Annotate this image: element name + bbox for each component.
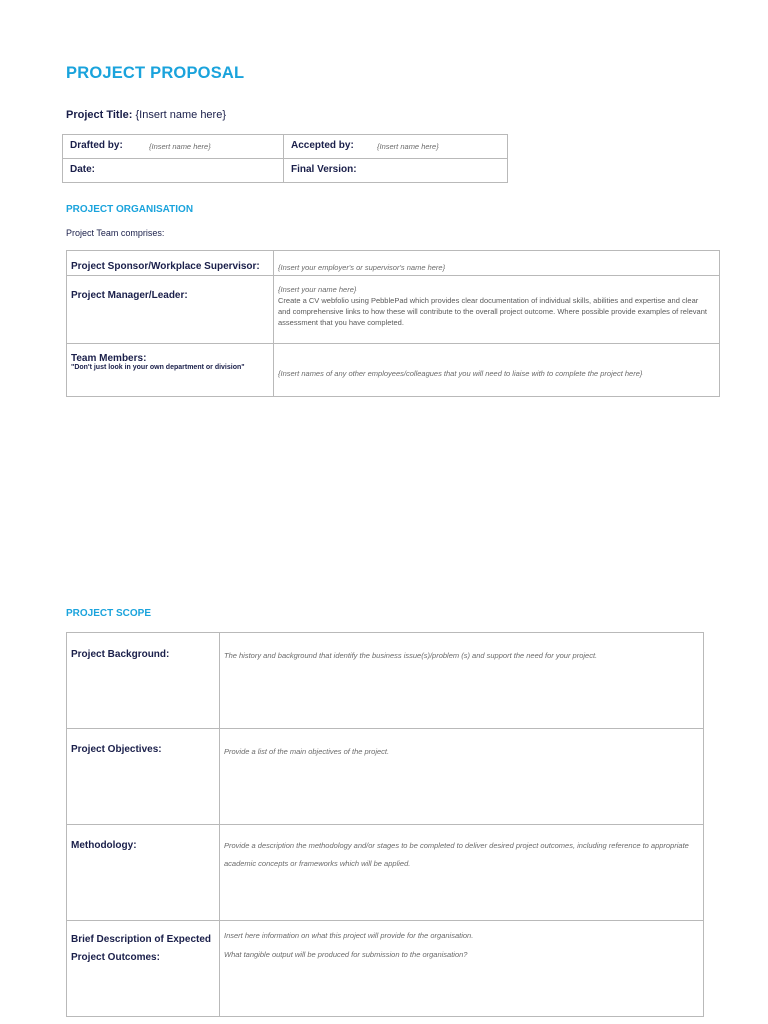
scope-label-cell <box>67 729 220 825</box>
table-row <box>67 921 704 1017</box>
sponsor-value[interactable]: {Insert your employer's or supervisor's name here} <box>278 263 446 272</box>
org-label-cell <box>67 276 274 344</box>
project-title-label: Project Title: <box>66 109 133 121</box>
header-table <box>62 134 508 183</box>
final-version-cell[interactable] <box>284 159 508 183</box>
accepted-by-cell[interactable] <box>284 135 508 159</box>
accepted-by-value[interactable]: {Insert name here} <box>377 142 439 151</box>
org-label-cell <box>67 251 274 276</box>
org-value-cell[interactable] <box>274 344 720 397</box>
document-title: PROJECT PROPOSAL <box>66 64 245 82</box>
manager-name-placeholder[interactable]: {Insert your name here} <box>278 285 357 294</box>
scope-value-cell[interactable] <box>220 921 704 1017</box>
outcomes-value-line-1[interactable]: Insert here information on what this project will provide for the organisation. <box>224 931 474 940</box>
scope-heading: PROJECT SCOPE <box>66 608 152 619</box>
organisation-heading: PROJECT ORGANISATION <box>66 204 194 215</box>
team-members-value[interactable]: {Insert names of any other employees/colleagues that you will need to liaise with to complete the project here} <box>278 369 643 378</box>
manager-label: Project Manager/Leader: <box>71 290 188 301</box>
date-label: Date: <box>70 164 96 175</box>
drafted-by-label: Drafted by: <box>70 140 123 151</box>
table-row <box>67 825 704 921</box>
scope-label-cell <box>67 921 220 1017</box>
date-cell[interactable] <box>63 159 284 183</box>
organisation-table <box>66 250 720 397</box>
scope-value-cell[interactable] <box>220 633 704 729</box>
background-label: Project Background: <box>71 649 170 660</box>
objectives-label: Project Objectives: <box>71 744 162 755</box>
methodology-value[interactable]: Provide a description the methodology and/or stages to be completed to deliver desired project outcomes, including reference to appropriate academic concepts or frameworks which will be applied. <box>224 841 689 868</box>
final-version-label: Final Version: <box>291 164 357 175</box>
scope-label-cell <box>67 633 220 729</box>
outcomes-value-line-2[interactable]: What tangible output will be produced for submission to the organisation? <box>224 950 468 959</box>
table-row <box>67 729 704 825</box>
scope-value-cell[interactable] <box>220 825 704 921</box>
methodology-label: Methodology: <box>71 840 137 851</box>
table-row <box>67 344 720 397</box>
table-row <box>67 633 704 729</box>
organisation-intro: Project Team comprises: <box>66 228 165 238</box>
objectives-value[interactable]: Provide a list of the main objectives of the project. <box>224 747 390 756</box>
team-members-label: Team Members: <box>71 353 147 364</box>
drafted-by-value[interactable]: {Insert name here} <box>149 142 211 151</box>
outcomes-label: Brief Description of Expected Project Outcomes: <box>71 934 212 963</box>
drafted-by-cell[interactable] <box>63 135 284 159</box>
project-title-value[interactable]: {Insert name here} <box>135 109 227 121</box>
scope-label-cell <box>67 825 220 921</box>
scope-table <box>66 632 704 1017</box>
sponsor-label: Project Sponsor/Workplace Supervisor: <box>71 261 260 272</box>
team-members-note: "Don't just look in your own department or division" <box>71 364 245 371</box>
accepted-by-label: Accepted by: <box>291 140 354 151</box>
manager-instructions: Create a CV webfolio using PebblePad which provides clear documentation of individual skills, abilities and expertise and clear and comprehensive links to how these will contribute to the overall project outcome. Where possible provide examples of relevant assessment that you have completed. <box>278 296 707 327</box>
scope-value-cell[interactable] <box>220 729 704 825</box>
table-row <box>67 251 720 276</box>
org-value-cell[interactable] <box>274 251 720 276</box>
project-title-line <box>66 109 226 121</box>
org-value-cell[interactable] <box>274 276 720 344</box>
table-row <box>67 276 720 344</box>
background-value[interactable]: The history and background that identify the business issue(s)/problem (s) and support the need for your project. <box>224 651 598 660</box>
org-label-cell <box>67 344 274 397</box>
